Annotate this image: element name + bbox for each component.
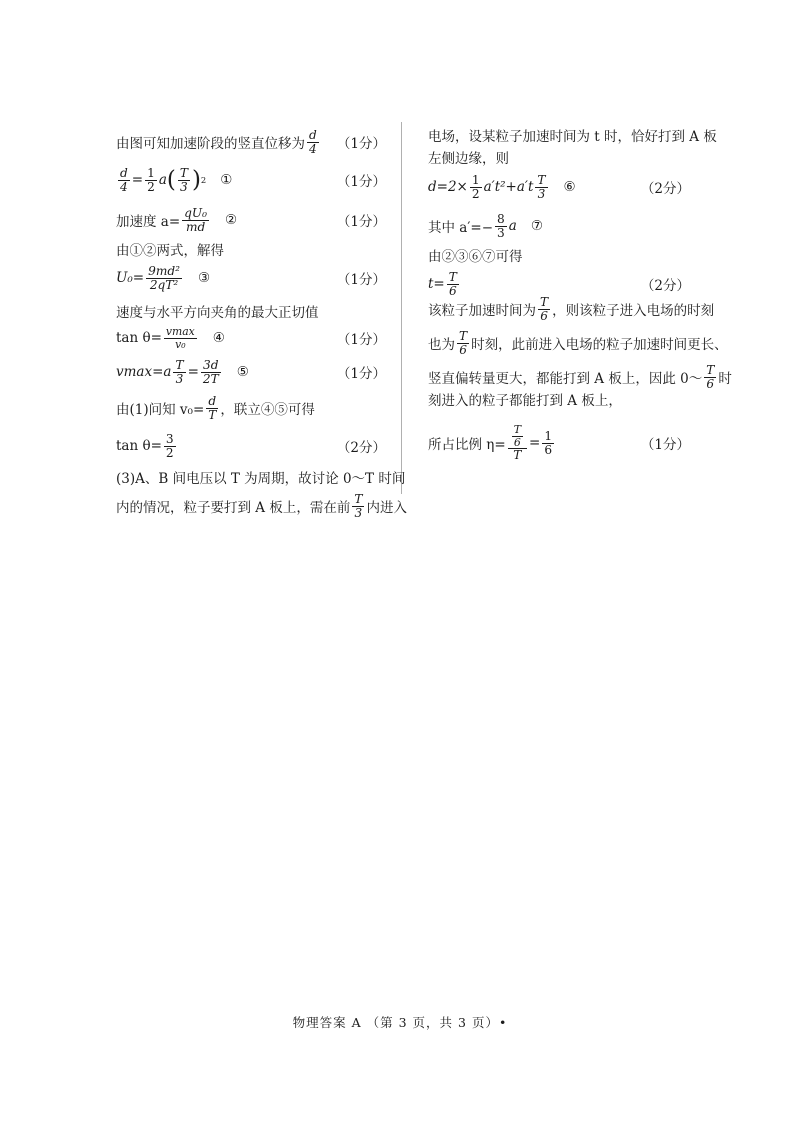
line-voltage (116, 260, 386, 296)
fraction: $\frac{T}{6}$ (459, 328, 468, 357)
score: （1分） (336, 214, 386, 230)
equation-number: ② (225, 212, 238, 228)
fraction: $\frac{3}{2}$ (165, 431, 174, 460)
fraction: $\frac{1}{2}$ (147, 165, 155, 194)
text: (3)A、B 间电压以 T 为周期，故讨论 0～T 时间 (116, 471, 406, 487)
score: （2分） (640, 278, 690, 294)
text: 电场，设某粒子加速时间为 t 时，恰好打到 A 板 (428, 129, 717, 145)
text: 由①②两式，解得 (116, 243, 224, 259)
fraction: $\frac{3d}{2T}$ (202, 357, 219, 386)
score: （2分） (336, 440, 386, 456)
fraction: $\frac{T}{3}$ (537, 172, 546, 201)
fraction: $\frac{vmax}{\text{v₀}}$ (165, 325, 195, 351)
fraction: $\frac{T}{6}$ (706, 362, 715, 391)
fraction: $\frac{T}{3}$ (175, 357, 184, 386)
fraction: $\frac{\text{9md²}}{\text{2qT²}}$ (148, 263, 180, 292)
fraction: $\frac{1}{6}$ (544, 428, 553, 457)
line-earlier-particles (428, 324, 728, 362)
text: a (508, 218, 517, 234)
fraction: $\frac{d}{4}$ (120, 165, 128, 194)
text: ，联立④⑤可得 (220, 402, 315, 418)
line-equation-7 (428, 208, 690, 244)
fraction: $\frac{d}{T}$ (208, 393, 217, 422)
line-equation-6 (428, 168, 690, 206)
text: 左侧边缘，则 (428, 151, 509, 167)
line-hit-plate (428, 388, 690, 410)
text: 内的情况，粒子要打到 A 板上，需在前 (116, 500, 351, 516)
line-equation-1: $\frac{d}{4}$ = $\frac{1}{2}$ a ( $\frac{T}{3}$ ) 2 ① （1分） (120, 165, 386, 194)
text: a′t²+a′t (483, 179, 534, 195)
fraction: $\frac{T}{6}$ (540, 294, 549, 323)
line-vmax (116, 354, 386, 390)
equals: = (187, 364, 199, 380)
fraction: $\frac{T}{3}$ (354, 491, 363, 520)
fraction: $\frac{\text{qU₀}}{md}$ (184, 205, 208, 234)
text: 加速度 a= (116, 214, 181, 230)
text: vmax=a (116, 364, 172, 380)
text: ，则该粒子进入电场的时刻 (552, 303, 715, 319)
exponent: 2 (200, 175, 207, 185)
line-entry-time (428, 290, 715, 328)
line-ratio (428, 418, 690, 468)
text: 也为 (428, 337, 455, 353)
text: 竖直偏转量更大，都能打到 A 板上，因此 0～ (428, 371, 703, 387)
fraction: $\frac{8}{3}$ (497, 211, 505, 240)
nested-fraction: $\frac{\frac{T}{6}}{T}$ (508, 424, 527, 462)
fraction: $\frac{T}{6}$ (448, 269, 457, 298)
text: t= (428, 276, 445, 292)
equation-number: ⑦ (530, 218, 543, 234)
equation-number: ③ (198, 270, 211, 286)
page-footer: 物理答案 A （第 3 页，共 3 页）• (292, 1015, 508, 1030)
score: （1分） (336, 174, 386, 190)
text: 内进入 (366, 500, 407, 516)
text: 刻进入的粒子都能打到 A 板上， (428, 393, 622, 409)
line-tan-1 (116, 322, 386, 354)
score: （2分） (640, 181, 690, 197)
fraction: $\frac{d}{4}$ (309, 127, 317, 156)
line-vertical-displacement (116, 124, 386, 160)
score: （1分） (336, 366, 386, 382)
equation-number: ⑥ (563, 179, 576, 195)
text: 时 (718, 371, 732, 387)
text: 时刻，此前进入电场的粒子加速时间更长、 (471, 337, 728, 353)
equals: = (529, 435, 541, 451)
text: U₀= (116, 270, 145, 286)
line-v0 (116, 390, 386, 426)
text: 速度与水平方向夹角的最大正切值 (116, 305, 319, 321)
line-max-tangent (116, 300, 386, 322)
text: 由②③⑥⑦可得 (428, 249, 523, 265)
line-solve (116, 238, 386, 260)
line-part3-condition (116, 488, 407, 524)
text: d=2× (428, 179, 468, 195)
text: 由(1)问知 v₀= (116, 402, 205, 418)
line-acceleration (116, 202, 386, 238)
equation-number: ④ (212, 330, 225, 346)
line-left-edge (428, 146, 690, 168)
fraction: $\frac{1}{2}$ (471, 172, 480, 201)
equation-number: ⑤ (236, 364, 249, 380)
text: tan θ= (116, 330, 162, 346)
score: （1分） (336, 332, 386, 348)
equals: = (131, 172, 144, 188)
text: 其中 a′=− (428, 220, 494, 236)
line-part3-intro (116, 466, 406, 488)
score: （1分） (336, 136, 386, 152)
text: 该粒子加速时间为 (428, 303, 536, 319)
text: tan θ= (116, 438, 162, 454)
symbol: a (158, 172, 167, 188)
line-tan-result (116, 428, 386, 464)
text: 由图可知加速阶段的竖直位移为 (116, 136, 305, 152)
line-combine (428, 244, 690, 266)
equation-number: ① (220, 172, 233, 188)
score: （1分） (336, 272, 386, 288)
fraction: $\frac{T}{3}$ (179, 165, 188, 194)
text: 所占比例 η= (428, 437, 506, 453)
score: （1分） (640, 437, 690, 453)
column-divider (401, 122, 402, 494)
line-field-setup (428, 124, 717, 146)
